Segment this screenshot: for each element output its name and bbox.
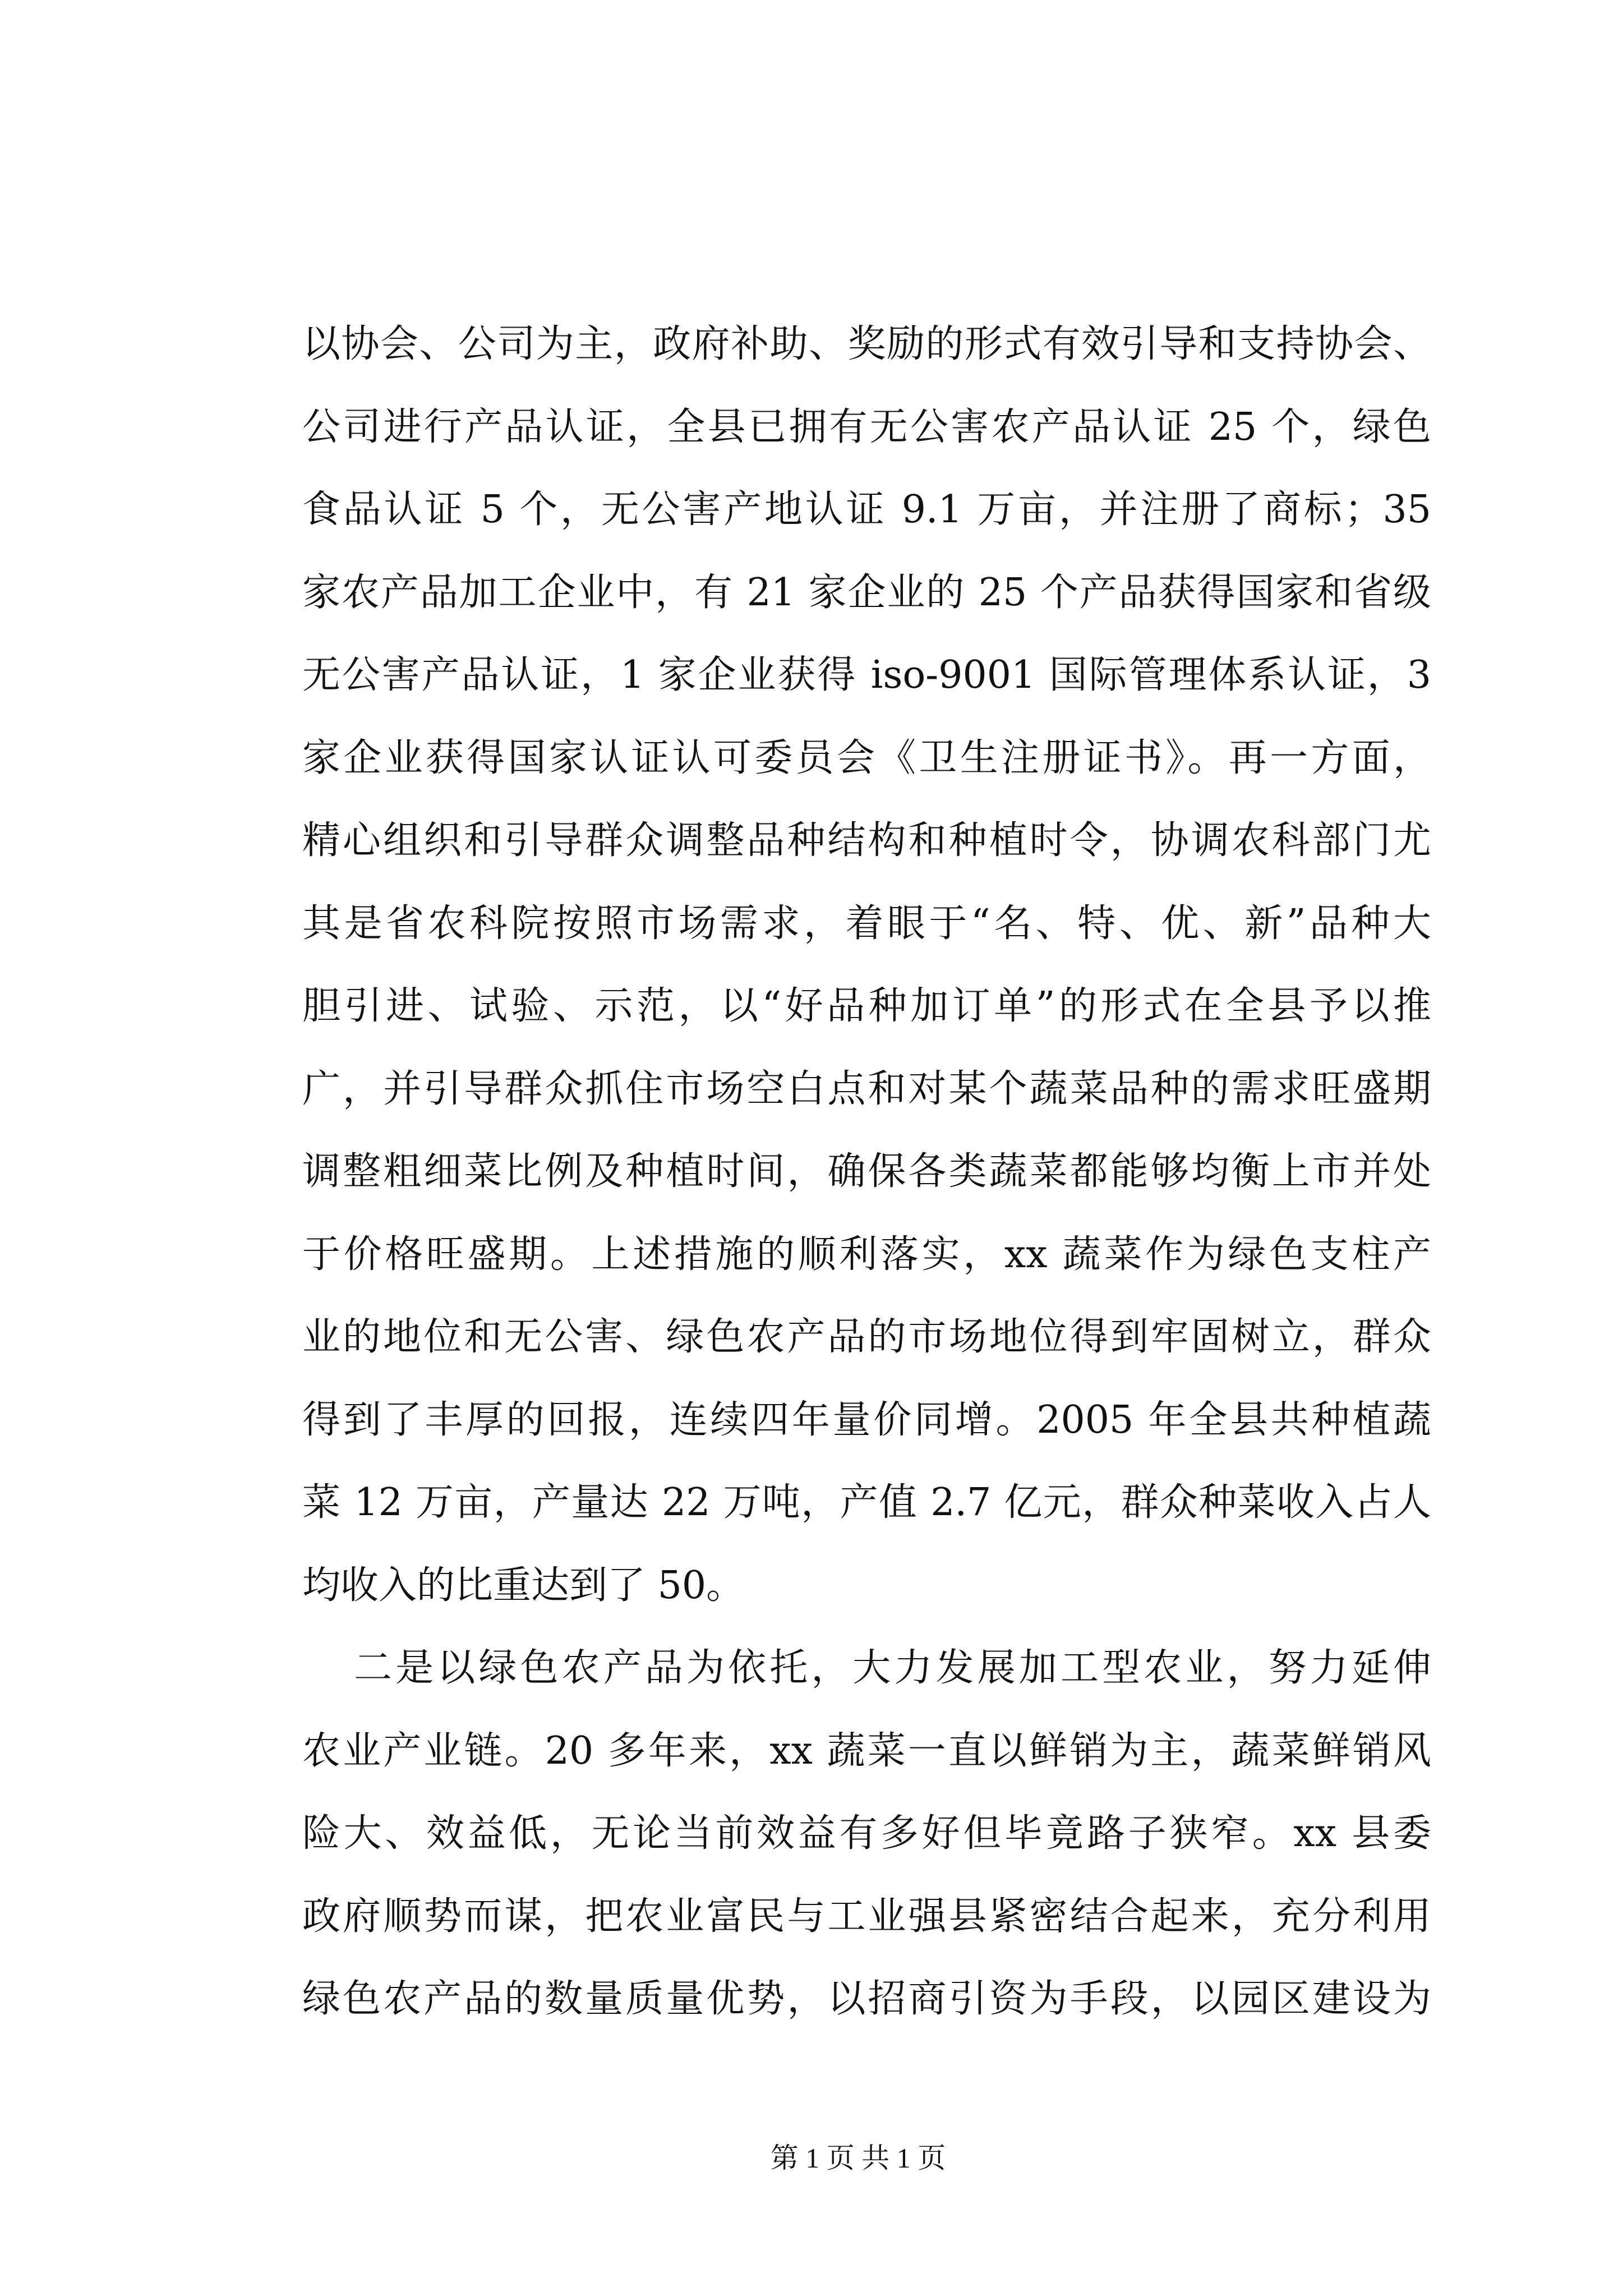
document-line: 险大、效益低，无论当前效益有多好但毕竟路子狭窄。xx 县委 <box>302 1811 1431 1856</box>
document-line: 其是省农科院按照市场需求，着眼于“名、特、优、新”品种大 <box>302 901 1431 946</box>
document-line: 以协会、公司为主，政府补助、奖励的形式有效引导和支持协会、 <box>302 322 1431 366</box>
page-number-footer: 第 1 页 共 1 页 <box>770 2142 946 2174</box>
document-line: 食品认证 5 个，无公害产地认证 9.1 万亩，并注册了商标；35 <box>302 487 1431 532</box>
document-line: 农业产业链。20 多年来，xx 蔬菜一直以鲜销为主，蔬菜鲜销风 <box>302 1728 1431 1773</box>
document-line: 业的地位和无公害、绿色农产品的市场地位得到牢固树立，群众 <box>302 1315 1431 1359</box>
document-line: 家企业获得国家认证认可委员会《卫生注册证书》。再一方面， <box>302 735 1431 780</box>
paragraph-2 <box>302 1627 1431 2041</box>
document-line: 政府顺势而谋，把农业富民与工业强县紧密结合起来，充分利用 <box>302 1894 1431 1939</box>
document-line: 得到了丰厚的回报，连续四年量价同增。2005 年全县共种植蔬 <box>302 1397 1431 1442</box>
document-line: 绿色农产品的数量质量优势，以招商引资为手段，以园区建设为 <box>302 1977 1431 2021</box>
document-line: 无公害产品认证，1 家企业获得 iso-9001 国际管理体系认证，3 <box>302 653 1431 697</box>
document-line: 广，并引导群众抓住市场空白点和对某个蔬菜品种的需求旺盛期 <box>302 1066 1431 1111</box>
paragraph-1 <box>302 303 1431 1627</box>
document-line: 胆引进、试验、示范，以“好品种加订单”的形式在全县予以推 <box>302 984 1431 1028</box>
document-body <box>302 303 1431 2041</box>
document-line: 均收入的比重达到了 50。 <box>302 1563 745 1608</box>
document-line: 精心组织和引导群众调整品种结构和种植时令，协调农科部门尤 <box>302 818 1431 863</box>
document-line: 调整粗细菜比例及种植时间，确保各类蔬菜都能够均衡上市并处 <box>302 1149 1431 1194</box>
document-line: 二是以绿色农产品为依托，大力发展加工型农业，努力延伸 <box>354 1646 1431 1690</box>
document-line: 于价格旺盛期。上述措施的顺利落实，xx 蔬菜作为绿色支柱产 <box>302 1232 1431 1277</box>
document-line: 公司进行产品认证，全县已拥有无公害农产品认证 25 个，绿色 <box>302 404 1431 449</box>
document-line: 菜 12 万亩，产量达 22 万吨，产值 2.7 亿元，群众种菜收入占人 <box>302 1480 1431 1525</box>
document-line: 家农产品加工企业中，有 21 家企业的 25 个产品获得国家和省级 <box>302 570 1431 615</box>
